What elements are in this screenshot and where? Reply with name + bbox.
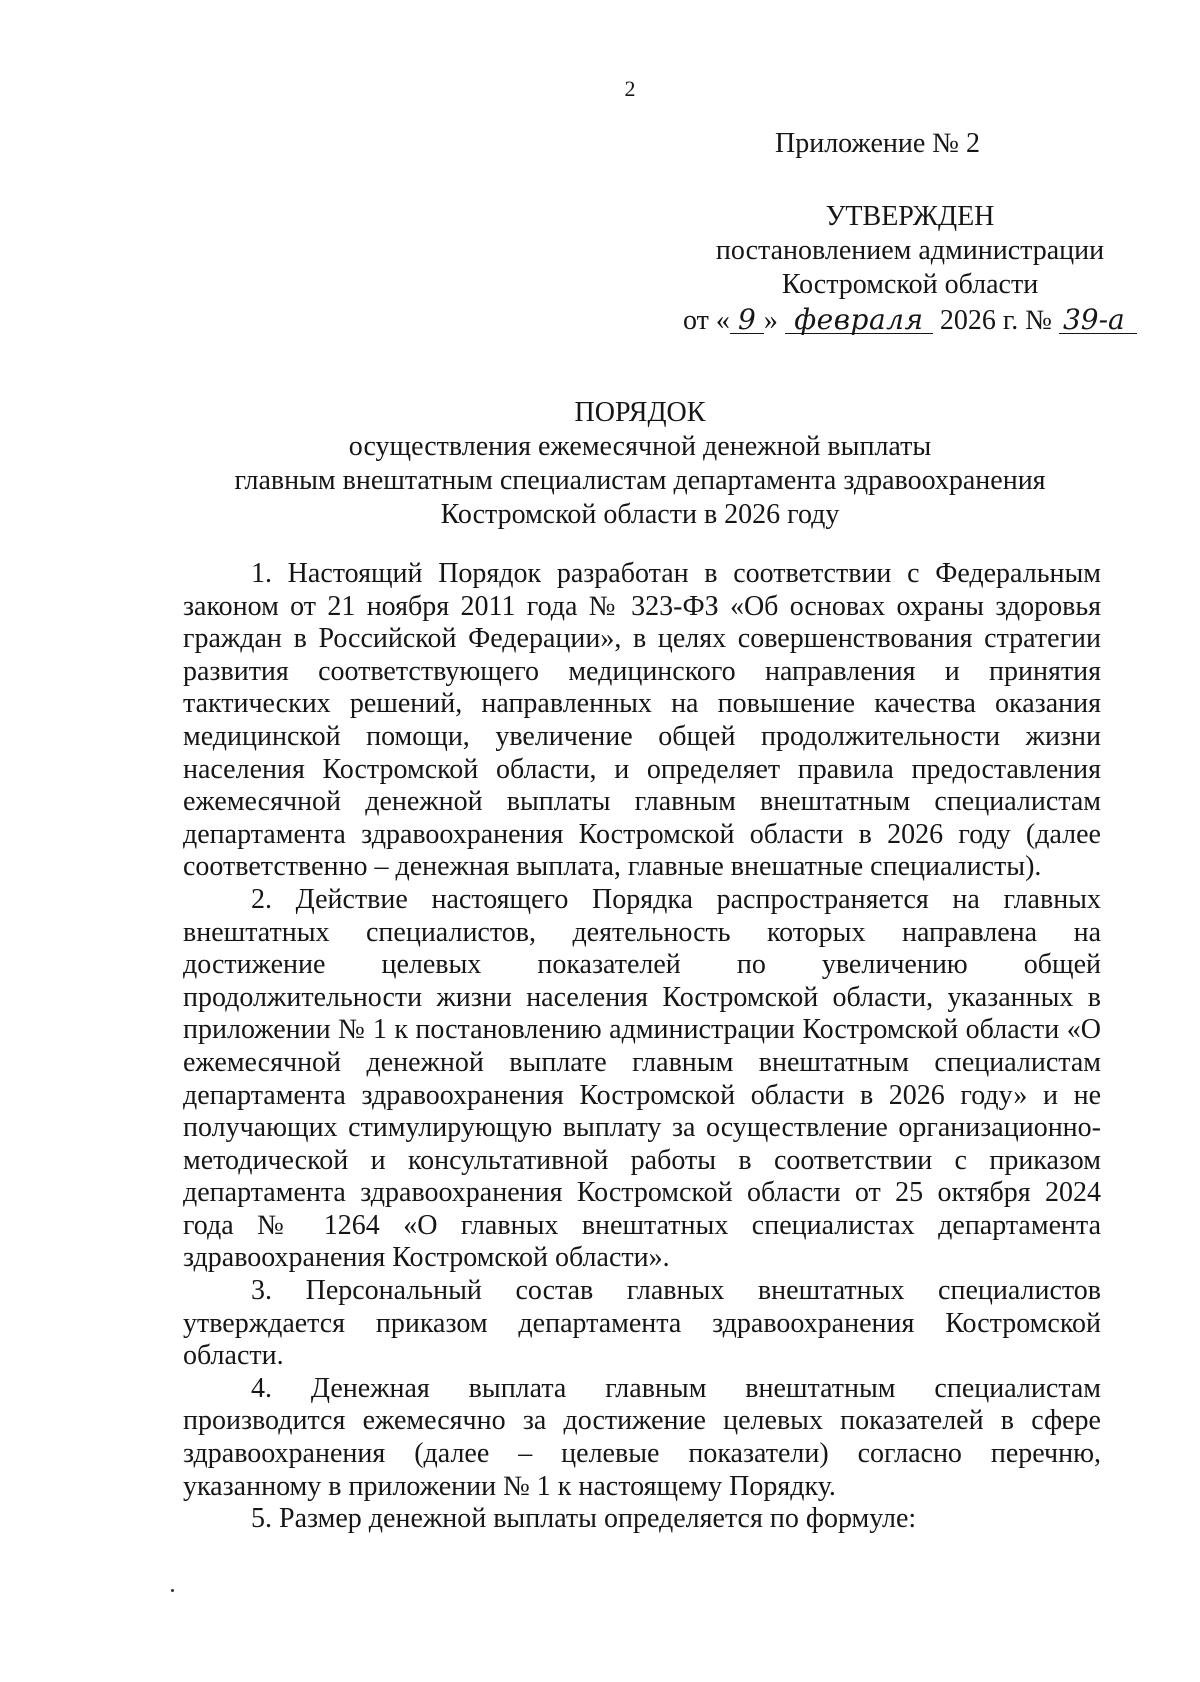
document-subtitle-line-2: главным внештатным специалистам департамента здравоохранения bbox=[234, 465, 1046, 496]
paragraph-5: 5. Размер денежной выплаты определяется по формуле: bbox=[251, 1503, 917, 1535]
date-prefix: от « bbox=[683, 305, 730, 336]
handwritten-month: февраля bbox=[785, 307, 933, 334]
paragraph-2: 2. Действие настоящего Порядка распространяется на главных внештатных специалистов, деятельность которых направлена на достижение целевых показателей по увеличению общей продолжительности жизни населения Костромской области, указанных в приложении № 1 к постановлению администрации Костромской области «О ежемесячной денежной выплате главным внештатным специалистам департамента здравоохранения Костромской области в 2026 году» и не получающих стимулирующую выплату за осуществление организационно-методической и консультативной работы в соответствии с приказом департамента здравоохранения Костромской области от 25 октября 2024 года № 1264 «О главных внештатных специалистах департамента здравоохранения Костромской области». bbox=[183, 883, 1101, 1274]
appendix-label: Приложение № 2 bbox=[775, 128, 980, 159]
document-body bbox=[183, 558, 1101, 1536]
document-subtitle-line-1: осуществления ежемесячной денежной выплаты bbox=[348, 431, 932, 462]
approval-line-1: постановлением администрации bbox=[715, 235, 1105, 266]
approval-line-2: Костромской области bbox=[781, 269, 1039, 300]
page-number: 2 bbox=[624, 76, 636, 101]
document-title: ПОРЯДОК bbox=[574, 397, 706, 428]
document-subtitle-line-3: Костромской области в 2026 году bbox=[440, 499, 840, 530]
approval-date-line bbox=[640, 304, 1180, 338]
paragraph-1: 1. Настоящий Порядок разработан в соответствии с Федеральным законом от 21 ноября 2011 года № 323-ФЗ «Об основах охраны здоровья граждан в Российской Федерации», в целях совершенствования стратегии развития соответствующего медицинского направления и принятия тактических решений, направленных на повышение качества оказания медицинской помощи, увеличение общей продолжительности жизни населения Костромской области, и определяет правила предоставления ежемесячной денежной выплаты главным внештатным специалистам департамента здравоохранения Костромской области в 2026 году (далее соответственно – денежная выплата, главные внешатные специалисты). bbox=[183, 558, 1101, 883]
handwritten-day: 9 bbox=[730, 307, 764, 334]
paragraph-4: 4. Денежная выплата главным внештатным специалистам производится ежемесячно за достижение целевых показателей в сфере здравоохранения (далее – целевые показатели) согласно перечню, указанному в приложении № 1 к настоящему Порядку. bbox=[183, 1372, 1101, 1502]
approval-block bbox=[640, 200, 1180, 338]
approval-heading: УТВЕРЖДЕН bbox=[825, 201, 995, 232]
date-year: 2026 г. № bbox=[939, 305, 1052, 336]
handwritten-number: 39-а bbox=[1059, 307, 1137, 334]
date-mid: » bbox=[763, 305, 778, 336]
scan-speck bbox=[171, 1589, 174, 1592]
document-title-block bbox=[0, 396, 1200, 532]
paragraph-3: 3. Персональный состав главных внештатных специалистов утверждается приказом департамента здравоохранения Костромской области. bbox=[183, 1275, 1101, 1372]
